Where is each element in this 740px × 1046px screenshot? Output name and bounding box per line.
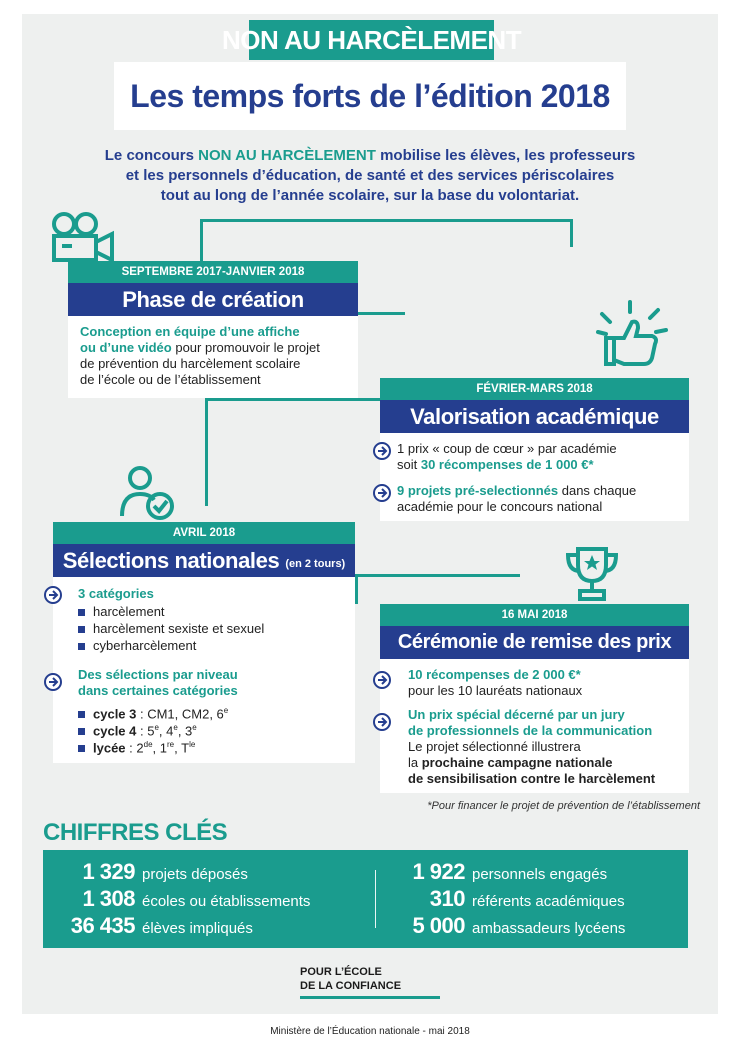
phase3-date: AVRIL 2018 <box>53 522 355 544</box>
phase2-highlight: 9 projets pré-selectionnés <box>397 483 559 498</box>
connector-line <box>570 219 573 247</box>
phase4-highlight: 10 récompenses de 2 000 €* <box>408 667 581 682</box>
level-value: , 1 <box>152 740 167 756</box>
user-check-icon <box>120 464 176 520</box>
phase1-line: de l’école ou de l’établissement <box>80 372 261 387</box>
superscript: e <box>154 723 159 732</box>
arrow-right-icon <box>43 585 63 605</box>
stat-item <box>395 913 625 939</box>
level-value: , 3 <box>177 723 193 739</box>
superscript: de <box>143 740 153 749</box>
bullet-square <box>78 711 85 718</box>
connector-line <box>355 574 520 577</box>
arrow-right-icon <box>372 670 392 690</box>
intro-line-part: Le concours <box>104 147 199 164</box>
phase3-categories-list <box>78 604 264 655</box>
connector-line <box>355 312 405 315</box>
level-value: , 4 <box>158 723 174 739</box>
phase4-item-1 <box>408 667 582 699</box>
stat-label: référents académiques <box>472 893 625 910</box>
phase4-bold: de sensibilisation contre le harcèlement <box>408 771 656 786</box>
phase2-title: Valorisation académique <box>380 400 689 433</box>
stat-number: 1 308 <box>82 886 135 911</box>
arrow-right-icon <box>43 672 63 692</box>
superscript: e <box>192 723 197 732</box>
trophy-icon <box>564 545 620 605</box>
level-value: : 2 <box>125 740 144 756</box>
stat-number: 5 000 <box>412 913 465 938</box>
level-value: : CM1, CM2, 6 <box>136 706 224 722</box>
phase1-line: Conception en équipe d’une affiche <box>80 324 300 339</box>
arrow-right-icon <box>372 483 392 503</box>
phase1-line: de prévention du harcèlement scolaire <box>80 356 301 371</box>
phase4-item-2 <box>408 707 655 787</box>
stat-item <box>395 886 625 912</box>
bullet-square <box>78 643 85 650</box>
superscript: e <box>223 706 229 715</box>
phase4-title: Cérémonie de remise des prix <box>380 626 689 659</box>
phase3-categories-title: 3 catégories <box>78 586 154 601</box>
phase4-bold: prochaine campagne nationale <box>421 755 613 770</box>
arrow-right-icon <box>372 441 392 461</box>
phase4-date: 16 MAI 2018 <box>380 604 689 626</box>
level-name: cycle 4 <box>93 723 137 739</box>
connector-line <box>205 398 380 401</box>
level-value: , T <box>174 740 190 756</box>
phase1-title: Phase de création <box>68 283 358 316</box>
connector-line <box>200 219 203 261</box>
page-title: Les temps forts de l’édition 2018 <box>114 62 626 130</box>
thumbs-up-icon <box>592 300 672 372</box>
phase1-date: SEPTEMBRE 2017-JANVIER 2018 <box>68 261 358 283</box>
stat-number: 310 <box>429 886 465 911</box>
phase3-levels-list <box>78 703 228 754</box>
levels-line: dans certaines catégories <box>78 683 238 698</box>
connector-line <box>205 398 208 506</box>
bullet-square <box>78 626 85 633</box>
stat-label: écoles ou établissements <box>142 893 311 910</box>
level-name: cycle 3 <box>93 706 137 722</box>
phase2-item-2 <box>397 483 636 515</box>
connector-line <box>200 219 573 222</box>
level-name: lycée <box>93 740 126 756</box>
superscript: re <box>167 740 175 749</box>
phase4-line: pour les 10 lauréats nationaux <box>408 683 583 698</box>
connector-line <box>355 574 358 604</box>
school-confidence-logo <box>300 965 401 993</box>
stat-item <box>55 886 310 912</box>
logo-line: POUR L’ÉCOLE <box>300 966 382 978</box>
intro-line-part: mobilise les élèves, les professeurs <box>375 147 636 164</box>
phase2-line: 1 prix « coup de cœur » par académie <box>397 441 617 456</box>
phase2-item-1 <box>397 441 617 473</box>
key-figures-divider <box>375 870 376 928</box>
phase4-highlight: Un prix spécial décerné par un jury <box>408 707 625 722</box>
phase2-highlight: 30 récompenses de 1 000 €* <box>420 457 594 472</box>
footer-credit: Ministère de l’Éducation nationale - mai 2018 <box>270 1026 470 1037</box>
intro-line: et les personnels d’éducation, de santé et des services périscolaires <box>125 167 615 184</box>
stat-label: personnels engagés <box>472 866 608 883</box>
intro-line: tout au long de l’année scolaire, sur la base du volontariat. <box>160 187 580 204</box>
category-item: harcèlement sexiste et sexuel <box>93 621 265 636</box>
phase1-highlight: ou d’une vidéo <box>80 340 172 355</box>
phase1-line-part: pour promouvoir le projet <box>171 340 320 355</box>
stat-item <box>55 913 253 939</box>
stat-number: 1 922 <box>412 859 465 884</box>
phase3-title-text: Sélections nationales <box>62 547 280 573</box>
phase3-title <box>53 544 355 577</box>
phase2-line-part: dans chaque <box>558 483 637 498</box>
stat-label: ambassadeurs lycéens <box>472 920 626 937</box>
key-figures-title: CHIFFRES CLÉS <box>43 819 228 846</box>
bullet-square <box>78 745 85 752</box>
arrow-right-icon <box>372 712 392 732</box>
intro-highlight: NON AU HARCÈLEMENT <box>198 147 376 164</box>
stat-label: élèves impliqués <box>142 920 253 937</box>
phase3-title-note: (en 2 tours) <box>285 557 346 570</box>
phase4-line-part: la <box>408 755 422 770</box>
phase2-line-part: soit <box>397 457 421 472</box>
logo-line: DE LA CONFIANCE <box>300 980 402 992</box>
phase4-highlight: de professionnels de la communication <box>408 723 653 738</box>
stat-item <box>395 859 607 885</box>
stat-number: 36 435 <box>70 913 135 938</box>
level-value: : 5 <box>136 723 155 739</box>
phase1-text <box>80 324 320 388</box>
phase4-line: Le projet sélectionné illustrera <box>408 739 581 754</box>
campaign-badge: NON AU HARCÈLEMENT <box>249 20 494 60</box>
levels-line: Des sélections par niveau <box>78 667 238 682</box>
phase3-levels-title <box>78 667 238 699</box>
bullet-square <box>78 609 85 616</box>
footnote: *Pour financer le projet de prévention de l’établissement <box>427 800 700 812</box>
intro-text <box>60 146 680 206</box>
phase2-line: académie pour le concours national <box>397 499 603 514</box>
category-item: harcèlement <box>93 604 165 619</box>
stat-item <box>55 859 248 885</box>
category-item: cyberharcèlement <box>93 638 197 653</box>
bullet-square <box>78 728 85 735</box>
superscript: le <box>189 740 196 749</box>
superscript: e <box>173 723 178 732</box>
phase2-date: FÉVRIER-MARS 2018 <box>380 378 689 400</box>
stat-label: projets déposés <box>142 866 248 883</box>
logo-underline <box>300 996 440 999</box>
stat-number: 1 329 <box>82 859 135 884</box>
video-camera-icon <box>48 210 116 264</box>
